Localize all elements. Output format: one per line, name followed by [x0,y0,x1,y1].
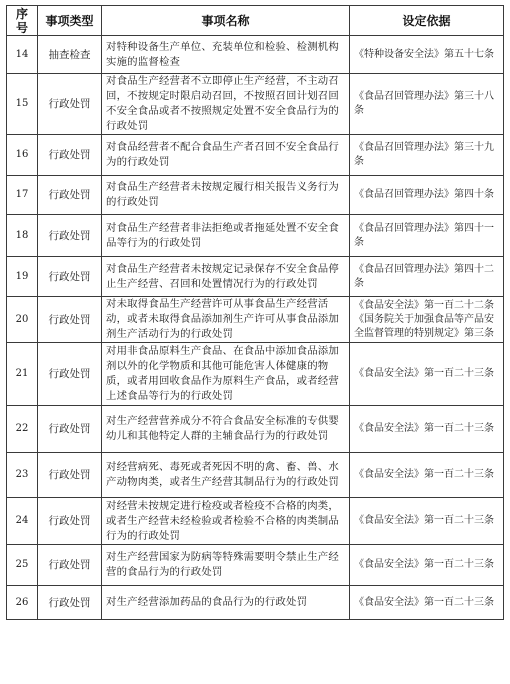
table-row [7,406,504,453]
row-basis: 《食品召回管理办法》第三十八条 [350,74,504,135]
row-basis: 《食品安全法》第一百二十三条 [350,406,504,453]
row-no: 22 [7,406,38,453]
row-name: 对食品生产经营者未按规定记录保存不安全食品停止生产经营、召回和处置情况行为的行政处罚 [102,257,350,297]
table-header-row [7,6,504,36]
row-type: 行政处罚 [38,453,102,498]
header-no: 序号 [7,6,38,36]
row-type: 行政处罚 [38,406,102,453]
row-name: 对生产经营国家为防病等特殊需要明令禁止生产经营的食品行为的行政处罚 [102,545,350,586]
table-row [7,498,504,545]
row-no: 26 [7,586,38,620]
row-type: 行政处罚 [38,215,102,257]
row-name: 对生产经营添加药品的食品行为的行政处罚 [102,586,350,620]
row-no: 19 [7,257,38,297]
row-type: 行政处罚 [38,135,102,176]
row-basis: 《食品安全法》第一百二十三条 [350,343,504,406]
table-row [7,343,504,406]
row-name: 对生产经营营养成分不符合食品安全标准的专供婴幼儿和其他特定人群的主辅食品行为的行政处罚 [102,406,350,453]
row-name: 对未取得食品生产经营许可从事食品生产经营活动，或者未取得食品添加剂生产许可从事食品添加剂生产活动行为的行政处罚 [102,297,350,343]
row-type: 行政处罚 [38,343,102,406]
row-basis: 《食品召回管理办法》第四十二条 [350,257,504,297]
row-name: 对经营病死、毒死或者死因不明的禽、畜、兽、水产动物肉类，或者生产经营其制品行为的行政处罚 [102,453,350,498]
row-type: 行政处罚 [38,176,102,215]
row-no: 16 [7,135,38,176]
row-name: 对食品经营者不配合食品生产者召回不安全食品行为的行政处罚 [102,135,350,176]
table-row [7,257,504,297]
row-name: 对经营未按规定进行检疫或者检疫不合格的肉类，或者生产经营未经检验或者检验不合格的肉类制品行为的行政处罚 [102,498,350,545]
row-no: 17 [7,176,38,215]
row-basis: 《食品安全法》第一百二十二条《国务院关于加强食品等产品安全监督管理的特别规定》第三条 [350,297,504,343]
table-row [7,297,504,343]
row-no: 20 [7,297,38,343]
header-type: 事项类型 [38,6,102,36]
table-row [7,545,504,586]
header-basis: 设定依据 [350,6,504,36]
row-basis: 《食品安全法》第一百二十三条 [350,545,504,586]
table-row [7,74,504,135]
row-no: 21 [7,343,38,406]
matters-table [6,5,504,620]
row-type: 行政处罚 [38,586,102,620]
row-basis: 《特种设备安全法》第五十七条 [350,36,504,74]
row-basis: 《食品召回管理办法》第四十条 [350,176,504,215]
row-type: 抽查检查 [38,36,102,74]
table-row [7,215,504,257]
row-basis: 《食品安全法》第一百二十三条 [350,498,504,545]
row-name: 对特种设备生产单位、充装单位和检验、检测机构实施的监督检查 [102,36,350,74]
row-type: 行政处罚 [38,297,102,343]
row-no: 14 [7,36,38,74]
row-basis: 《食品召回管理办法》第四十一条 [350,215,504,257]
table-row [7,36,504,74]
row-no: 25 [7,545,38,586]
row-name: 对食品生产经营者非法拒绝或者拖延处置不安全食品等行为的行政处罚 [102,215,350,257]
table-row [7,135,504,176]
row-no: 15 [7,74,38,135]
table-row [7,453,504,498]
row-type: 行政处罚 [38,257,102,297]
header-name: 事项名称 [102,6,350,36]
row-name: 对用非食品原料生产食品、在食品中添加食品添加剂以外的化学物质和其他可能危害人体健康的物质，或者用回收食品作为原料生产食品，或者经营上述食品等行为的行政处罚 [102,343,350,406]
row-name: 对食品生产经营者不立即停止生产经营，不主动召回，不按规定时限启动召回，不按照召回计划召回不安全食品或者不按照规定处置不安全食品行为的行政处罚 [102,74,350,135]
row-basis: 《食品安全法》第一百二十三条 [350,586,504,620]
row-type: 行政处罚 [38,545,102,586]
row-type: 行政处罚 [38,498,102,545]
row-no: 23 [7,453,38,498]
row-no: 18 [7,215,38,257]
row-name: 对食品生产经营者未按规定履行相关报告义务行为的行政处罚 [102,176,350,215]
row-no: 24 [7,498,38,545]
row-basis: 《食品召回管理办法》第三十九条 [350,135,504,176]
row-basis: 《食品安全法》第一百二十三条 [350,453,504,498]
row-type: 行政处罚 [38,74,102,135]
table-row [7,586,504,620]
table-row [7,176,504,215]
